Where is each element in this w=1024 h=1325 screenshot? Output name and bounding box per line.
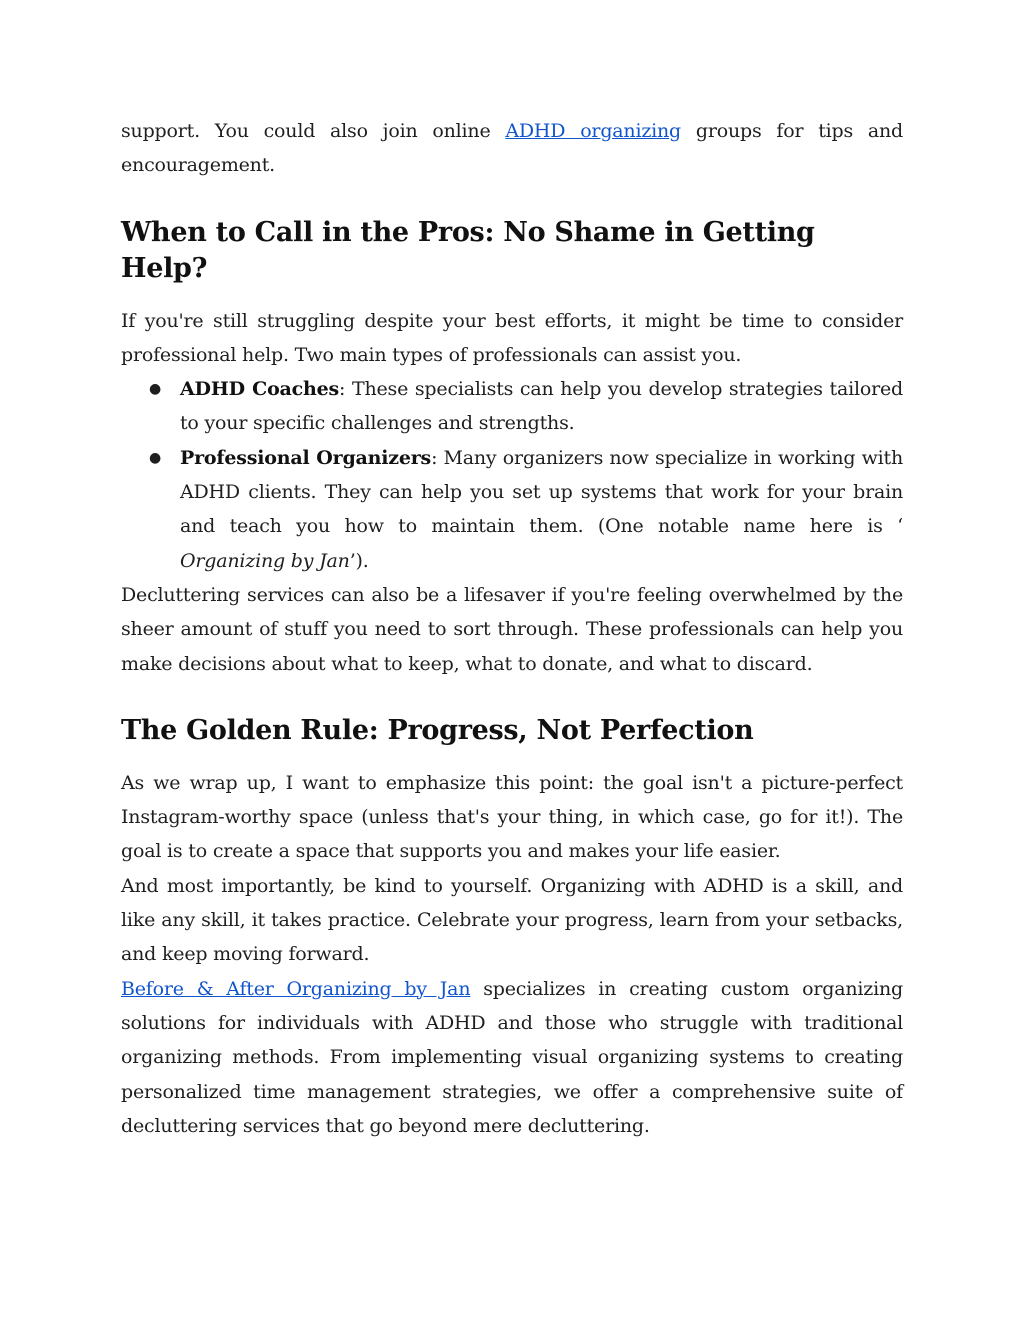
list-item-text-end: ’). xyxy=(349,549,369,572)
golden-rule-heading: The Golden Rule: Progress, Not Perfection xyxy=(121,714,754,746)
closing-paragraph xyxy=(121,972,903,1143)
pros-heading: When to Call in the Pros: No Shame in Getting Help? xyxy=(121,216,815,284)
list-item-text: : These specialists can help you develop strategies tailored to your specific challenges and strengths. xyxy=(180,378,903,435)
golden-paragraph-1: As we wrap up, I want to emphasize this point: the goal isn't a picture-perfect Instagram-worthy space (unless that's your thing, in which case, go for it!). The goal is to create a space that supports you and makes your life easier. xyxy=(121,771,903,863)
intro-text: support. You could also join online xyxy=(121,120,506,142)
list-item-term: Professional Organizers xyxy=(180,446,432,469)
list-item-term: ADHD Coaches xyxy=(180,378,340,401)
list-item-text: : Many organizers now specialize in working with ADHD clients. They can help you set up systems that work for your brain and teach you how to maintain them. (One notable name here is ‘ xyxy=(180,446,903,538)
bullet-icon: ● xyxy=(149,381,162,398)
pros-intro-paragraph: If you're still struggling despite your best efforts, it might be time to consider professional help. Two main types of professionals can assist you. xyxy=(121,309,903,366)
list-item xyxy=(149,372,903,441)
golden-paragraph-2: And most importantly, be kind to yourself. Organizing with ADHD is a skill, and like any skill, it takes practice. Celebrate your progress, learn from your setbacks, and keep moving forward. xyxy=(121,874,903,966)
list-item-italic: Organizing by Jan xyxy=(180,549,350,572)
list-item xyxy=(149,441,903,578)
intro-text-end: groups for tips and encouragement. xyxy=(121,120,904,177)
before-after-organizing-link[interactable]: Before & After Organizing by Jan xyxy=(121,977,471,1000)
professionals-list xyxy=(121,372,903,578)
closing-text: specializes in creating custom organizing solutions for individuals with ADHD and those who struggle with traditional organizing methods. From implementing visual organizing systems to creating personalized time management strategies, we offer a comprehensive suite of decluttering services that go beyond mere decluttering. xyxy=(121,977,903,1137)
intro-paragraph xyxy=(121,114,903,183)
bullet-icon: ● xyxy=(149,449,162,466)
adhd-organizing-link[interactable]: ADHD organizing xyxy=(505,120,682,142)
document-page xyxy=(121,114,903,1143)
pros-outro-paragraph: Decluttering services can also be a lifesaver if you're feeling overwhelmed by the sheer amount of stuff you need to sort through. These professionals can help you make decisions about what to keep, what to donate, and what to discard. xyxy=(121,583,903,675)
